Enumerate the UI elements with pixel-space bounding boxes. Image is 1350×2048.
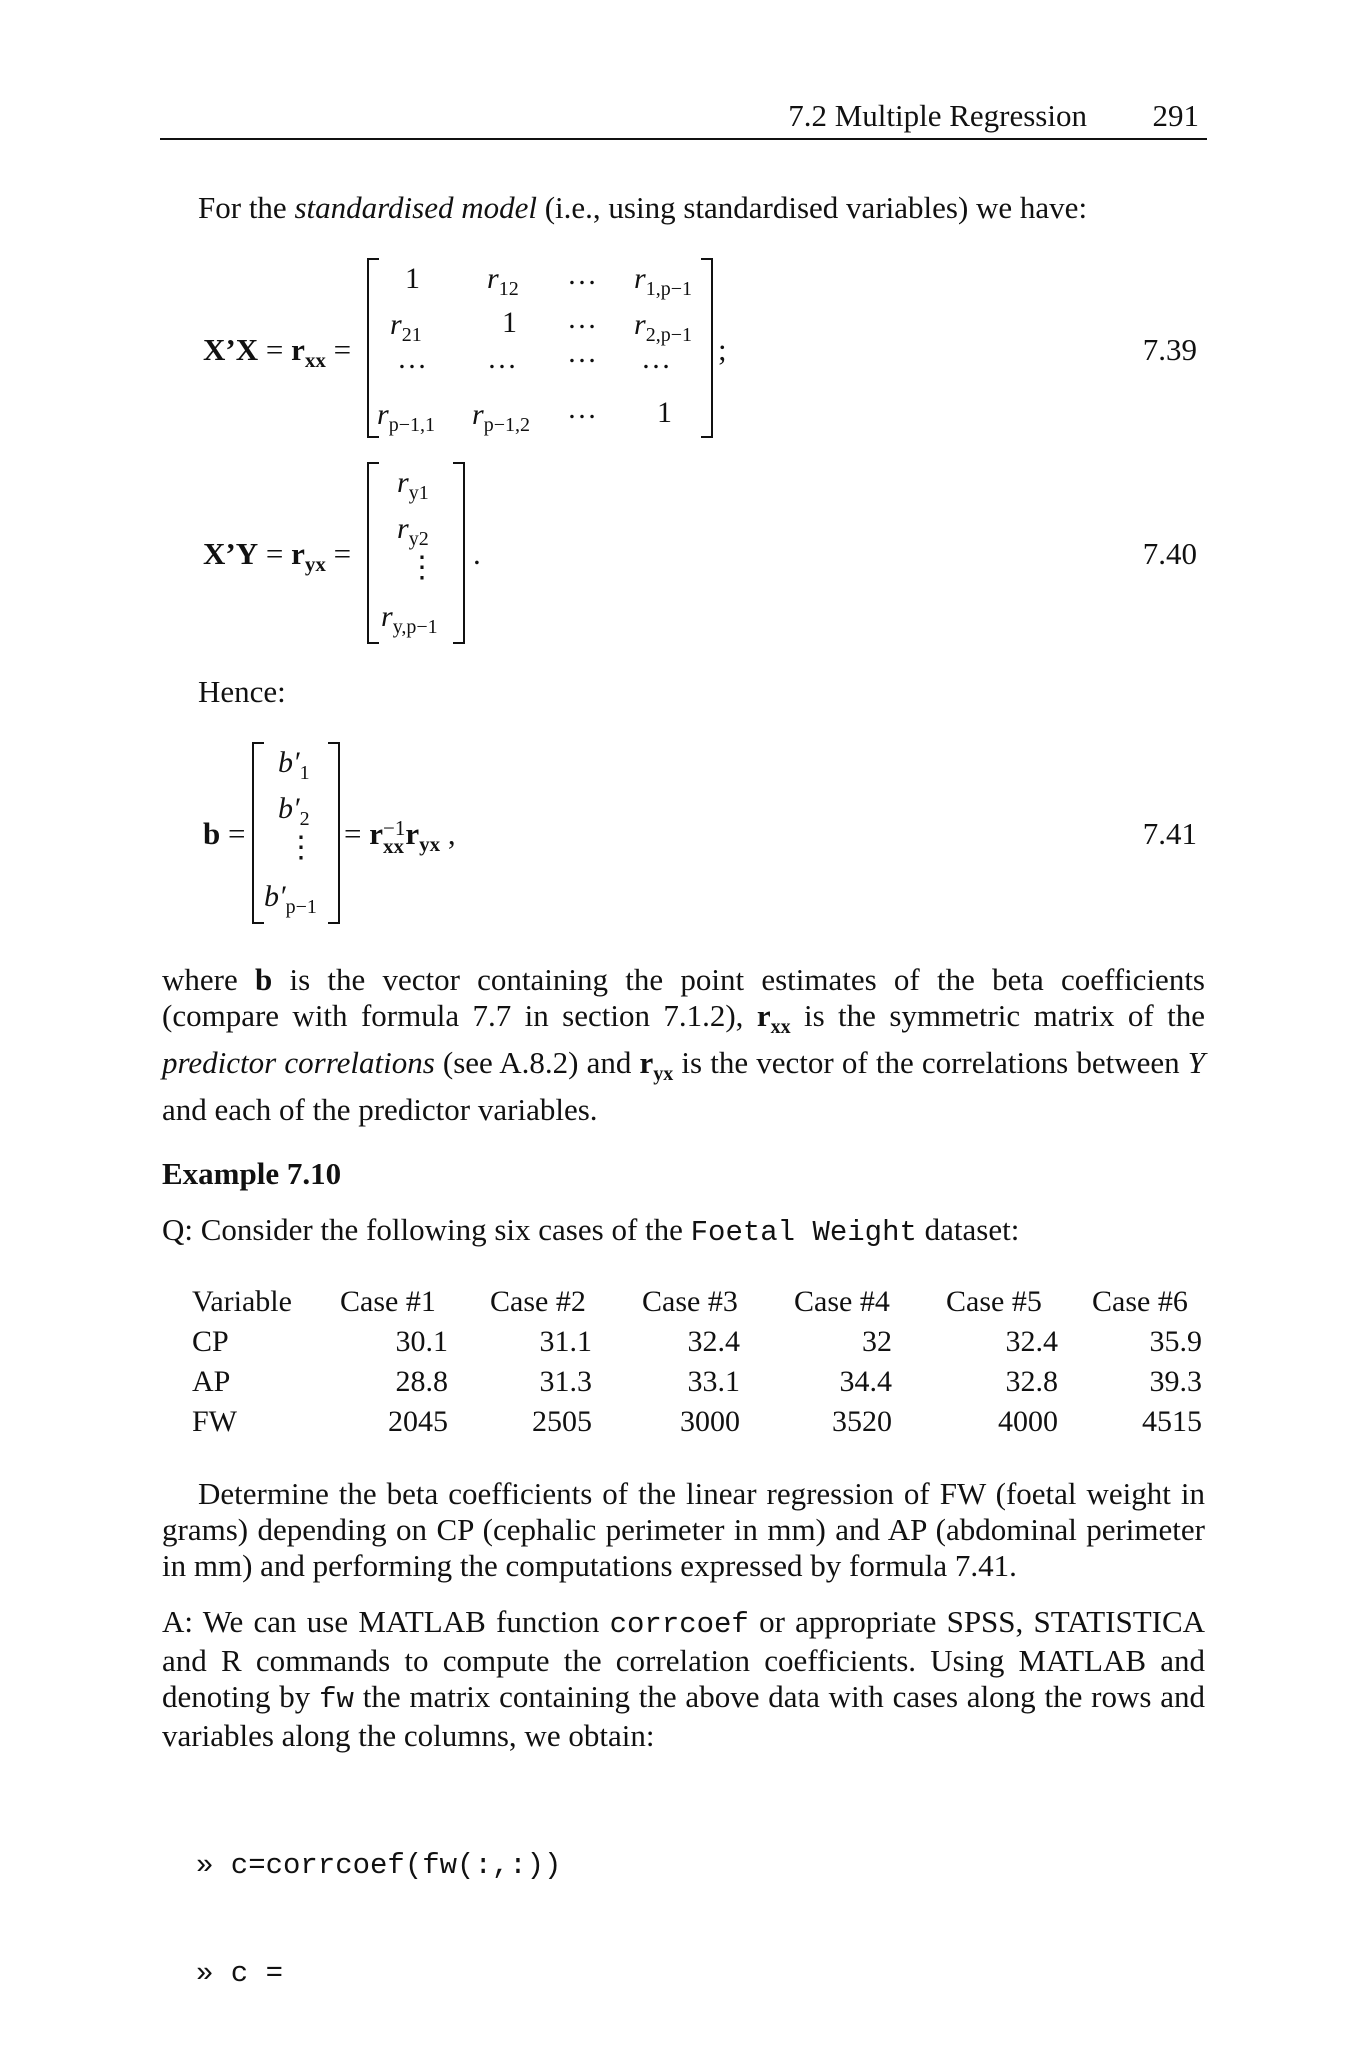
table-cell: 28.8 (395, 1365, 448, 1398)
table-header-cell: Case #4 (794, 1285, 890, 1318)
matrix-rxx (367, 258, 713, 438)
equation-number-7-40: 7.40 (1142, 536, 1197, 571)
table-cell: 3000 (680, 1405, 740, 1438)
table-header-cell: Case #2 (490, 1285, 586, 1318)
vector-element: $r_{y1}$ (397, 466, 429, 504)
table-header-cell: Case #3 (642, 1285, 738, 1318)
table-cell: 2505 (532, 1405, 592, 1438)
table-header-cell: Case #6 (1092, 1285, 1188, 1318)
intro-sentence: For the standardised model (i.e., using standardised variables) we have: (198, 190, 1088, 225)
table-cell: 34.4 (839, 1365, 892, 1398)
table-cell: 39.3 (1149, 1365, 1202, 1398)
eq741-lhs: b = (203, 816, 246, 851)
code-line: » c = (196, 1957, 284, 1990)
table-cell: 32 (862, 1325, 892, 1358)
table-cell: 35.9 (1149, 1325, 1202, 1358)
table-cell: 2045 (388, 1405, 448, 1438)
table-cell: 31.3 (539, 1365, 592, 1398)
table-cell: AP (192, 1365, 231, 1398)
eq740-trailing: . (473, 536, 481, 571)
table-cell: 4000 (998, 1405, 1058, 1438)
code-line: » c=corrcoef(fw(:,:)) (196, 1849, 562, 1882)
matrix-cell: … (567, 336, 597, 369)
matrix-cell: $r_{p-1,1}$ (377, 398, 435, 436)
table-cell: CP (192, 1325, 229, 1358)
example-question: Q: Consider the following six cases of the Foetal Weight dataset: (162, 1212, 1020, 1249)
equation-number-7-41: 7.41 (1142, 816, 1197, 851)
vector-right-bracket (453, 462, 465, 644)
table-header-cell: Case #1 (340, 1285, 436, 1318)
where-paragraph: where b is the vector containing the point estimates of the beta coefficients (compare with formula 7.7 in section 7.1.2), $r_{xx}$ is the symmetric matrix of the predictor correlations (see A.8.2) and $r_{yx}$ is the vector of the correlations between Y and each of the predictor variables. (162, 962, 1205, 1128)
running-header (160, 98, 1207, 140)
table-header-cell: Case #5 (946, 1285, 1042, 1318)
vector-right-bracket (328, 742, 340, 924)
table-header-cell: Variable (192, 1285, 292, 1318)
matrix-cell: $r_{21}$ (390, 308, 422, 346)
matrix-cell: 1 (405, 262, 420, 295)
table-cell: 3520 (832, 1405, 892, 1438)
matrix-cell: … (567, 392, 597, 425)
vector-vdots: ⋮ (407, 551, 437, 584)
code-listing (196, 1776, 561, 2028)
table-cell: 4515 (1142, 1405, 1202, 1438)
matrix-cell: 1 (502, 306, 517, 339)
vector-left-bracket (367, 462, 379, 644)
matrix-cell: … (567, 302, 597, 335)
eq741-rhs: = r −1 xx $r_{yx}$ , (344, 815, 456, 858)
vector-b (252, 742, 340, 924)
matrix-cell: … (397, 342, 427, 375)
table-cell: 32.8 (1005, 1365, 1058, 1398)
matrix-cell: $r_{1,p-1}$ (634, 262, 692, 300)
vector-element: $b'_2$ (278, 792, 310, 830)
determine-paragraph: Determine the beta coefficients of the linear regression of FW (foetal weight in grams) depending on CP (cephalic perimeter in mm) and AP (abdominal perimeter in mm) and performing the computations expressed by formula 7.41. (162, 1476, 1205, 1583)
vector-element: $b'_1$ (278, 746, 310, 784)
matrix-cell: … (641, 342, 671, 375)
table-row (192, 1322, 1202, 1362)
vector-vdots: ⋮ (286, 831, 316, 864)
matrix-cell: $r_{12}$ (487, 262, 519, 300)
table-row (192, 1362, 1202, 1402)
answer-paragraph: A: We can use MATLAB function corrcoef or appropriate SPSS, STATISTICA and R commands to compute the correlation coefficients. Using MATLAB and denoting by fw the matrix containing the above data with cases along the rows and variables along the columns, we obtain: (162, 1604, 1206, 1753)
equation-number-7-39: 7.39 (1142, 332, 1197, 367)
table-cell: 32.4 (1005, 1325, 1058, 1358)
table-cell: 32.4 (687, 1325, 740, 1358)
table-row (192, 1402, 1202, 1442)
table-cell: FW (192, 1405, 237, 1438)
vector-element: $r_{y2}$ (397, 512, 429, 550)
header-page-number: 291 (1152, 98, 1199, 133)
matrix-cell: $r_{p-1,2}$ (472, 398, 530, 436)
header-section-title: 7.2 Multiple Regression (788, 98, 1087, 133)
matrix-cell: $r_{2,p-1}$ (634, 308, 692, 346)
vector-element: $b'_{p-1}$ (264, 880, 317, 918)
vector-ryx (367, 462, 465, 644)
eq739-lhs: X’X = $r_{xx}$ = (203, 332, 352, 373)
table-cell: 33.1 (687, 1365, 740, 1398)
intro-emphasis: standardised model (294, 190, 537, 225)
vector-element: $r_{y,p-1}$ (381, 600, 438, 638)
table-header-row (192, 1282, 1202, 1322)
matrix-cell: … (567, 258, 597, 291)
matrix-cell: 1 (657, 396, 672, 429)
table-cell: 31.1 (539, 1325, 592, 1358)
eq740-lhs: X’Y = $r_{yx}$ = (203, 536, 352, 577)
eq739-trailing: ; (718, 332, 727, 367)
example-heading: Example 7.10 (162, 1156, 342, 1191)
vector-left-bracket (252, 742, 264, 924)
matrix-right-bracket (701, 258, 713, 438)
data-table (192, 1282, 1202, 1442)
matrix-cell: … (487, 342, 517, 375)
table-cell: 30.1 (395, 1325, 448, 1358)
hence-label: Hence: (198, 674, 286, 709)
